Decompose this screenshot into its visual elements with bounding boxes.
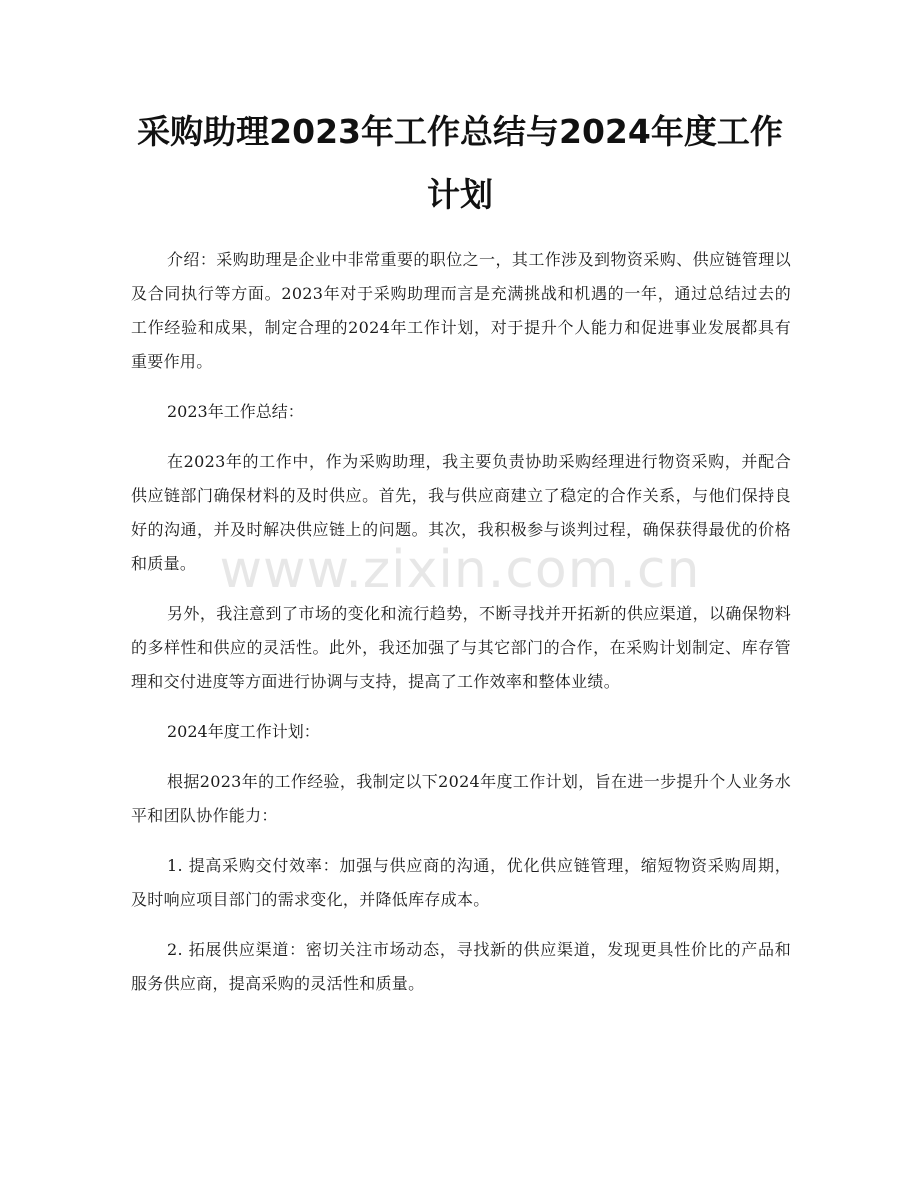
document-body <box>131 243 791 1017</box>
plan-item-1: 1. 提高采购交付效率：加强与供应商的沟通，优化供应链管理，缩短物资采购周期，及时响应项目部门的需求变化，并降低库存成本。 <box>131 856 791 909</box>
section-heading-2023-summary: 2023年工作总结： <box>167 402 304 421</box>
plan-intro-paragraph: 根据2023年的工作经验，我制定以下2024年度工作计划，旨在进一步提升个人业务水平和团队协作能力： <box>131 772 791 825</box>
watermark-text: www.zixin.com.cn <box>219 540 701 600</box>
plan-item-2: 2. 拓展供应渠道：密切关注市场动态，寻找新的供应渠道，发现更具性价比的产品和服务供应商，提高采购的灵活性和质量。 <box>131 940 791 993</box>
section-heading-2024-plan: 2024年度工作计划： <box>167 722 320 741</box>
document-title: 采购助理2023年工作总结与2024年度工作计划 <box>137 112 783 214</box>
summary-paragraph-2: 另外，我注意到了市场的变化和流行趋势，不断寻找并开拓新的供应渠道，以确保物料的多样性和供应的灵活性。此外，我还加强了与其它部门的合作，在采购计划制定、库存管理和交付进度等方面进行协调与支持，提高了工作效率和整体业绩。 <box>131 604 791 691</box>
intro-paragraph: 介绍：采购助理是企业中非常重要的职位之一，其工作涉及到物资采购、供应链管理以及合同执行等方面。2023年对于采购助理而言是充满挑战和机遇的一年，通过总结过去的工作经验和成果，制定合理的2024年工作计划，对于提升个人能力和促进事业发展都具有重要作用。 <box>131 250 791 371</box>
summary-paragraph-1: 在2023年的工作中，作为采购助理，我主要负责协助采购经理进行物资采购，并配合供应链部门确保材料的及时供应。首先，我与供应商建立了稳定的合作关系，与他们保持良好的沟通，并及时解决供应链上的问题。其次，我积极参与谈判过程，确保获得最优的价格和质量。 <box>131 452 791 573</box>
